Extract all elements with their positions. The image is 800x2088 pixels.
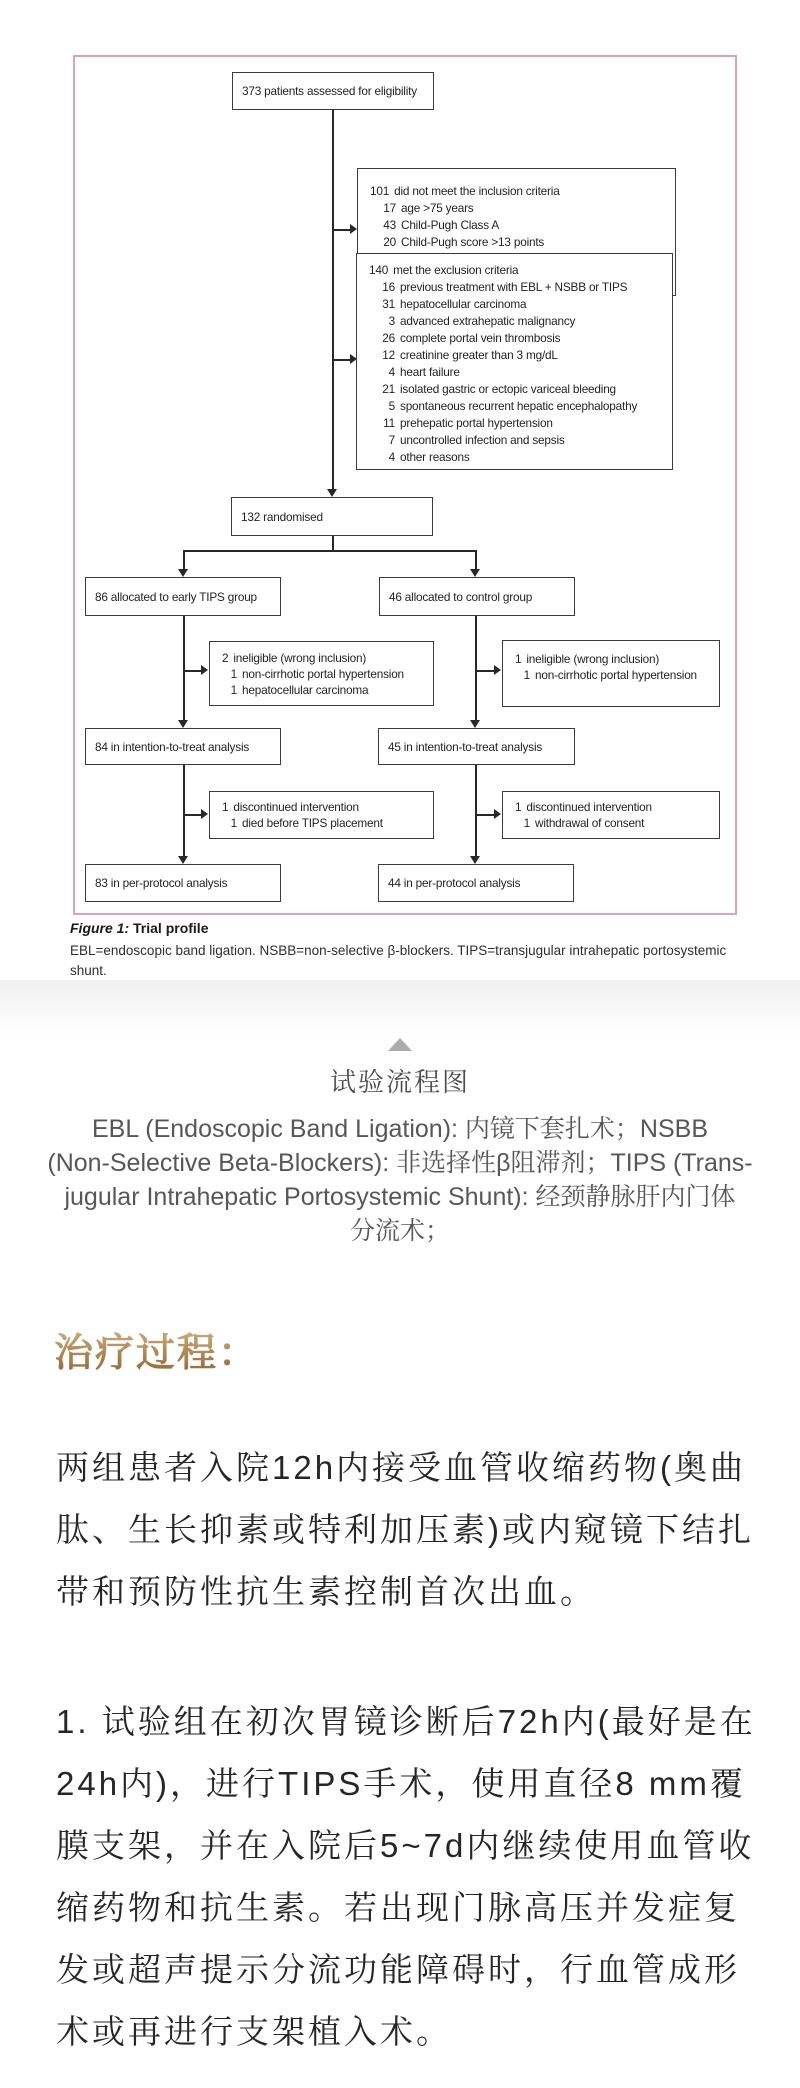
figure-caption-body [70, 941, 738, 980]
connector-to-not-inclusion [333, 229, 350, 231]
box-itt-control: 45 in intention-to-treat analysis [378, 728, 575, 765]
section-heading: 治疗过程： [54, 1322, 259, 1378]
box-line: 4 heart failure [388, 365, 460, 379]
paragraph-line: 膜支架，并在入院后5~7d内继续使用血管收 [56, 1827, 755, 1864]
box-line: 3 advanced extrahepatic malignancy [388, 314, 576, 328]
box-line: 21 isolated gastric or ectopic variceal bleeding [382, 382, 616, 396]
arrowhead-to-itt-control [470, 720, 480, 728]
figure-caption-line: shunt. [70, 962, 107, 978]
box-exclusion [356, 253, 673, 470]
paragraph-line: 两组患者入院12h内接受血管收缩药物(奥曲 [56, 1449, 747, 1486]
box-inelig-tips [209, 641, 434, 706]
paragraph-treatment-intro [56, 1437, 766, 1623]
note-line: EBL (Endoscopic Band Ligation): 内镜下套扎术；NSBB [92, 1115, 708, 1143]
arrowhead-to-alloc-tips [178, 569, 188, 577]
box-line: 1 withdrawal of consent [523, 816, 645, 830]
arrowhead-to-randomised [327, 489, 337, 497]
box-assessed: 373 patients assessed for eligibility [232, 72, 434, 110]
arrowhead-to-not-inclusion [350, 224, 357, 234]
box-alloc-tips: 86 allocated to early TIPS group [85, 577, 281, 616]
figure-note-title: 试验流程图 [329, 1067, 470, 1097]
box-line: 1 discontinued intervention [515, 800, 652, 814]
connector-to-exclusion [333, 359, 350, 361]
note-line: (Non-Selective Beta-Blockers): 非选择性β阻滞剂；TIPS (Trans- [47, 1149, 753, 1177]
box-line: 7 uncontrolled infection and sepsis [388, 433, 565, 447]
note-line: jugular Intrahepatic Portosystemic Shunt): 经颈静脉肝内门体 [64, 1183, 736, 1211]
arrowhead-to-disc-tips [201, 809, 208, 819]
connector-to-disc-tips [184, 814, 201, 816]
box-line: 12 creatinine greater than 3 mg/dL [382, 348, 558, 362]
box-line: 17 age >75 years [383, 201, 474, 215]
box-randomised: 132 randomised [231, 497, 433, 536]
box-line: 1 non-cirrhotic portal hypertension [523, 668, 697, 682]
connector-right-drop [475, 550, 477, 570]
box-line: 101 did not meet the inclusion criteria [370, 184, 560, 198]
box-line: 1 non-cirrhotic portal hypertension [230, 667, 404, 681]
box-line: 2 ineligible (wrong inclusion) [222, 651, 367, 665]
connector-left-alloc-itt [183, 616, 185, 721]
box-alloc-control: 46 allocated to control group [379, 577, 575, 616]
box-line: 16 previous treatment with EBL + NSBB or TIPS [382, 280, 628, 294]
figure-caption-title [70, 920, 208, 936]
box-pp-control: 44 in per-protocol analysis [378, 864, 574, 902]
box-line: 20 Child-Pugh score >13 points [383, 235, 545, 249]
box-line: 1 died before TIPS placement [230, 816, 383, 830]
box-inelig-control [502, 640, 720, 707]
arrowhead-to-disc-control [494, 809, 501, 819]
connector-right-itt-pp [475, 765, 477, 857]
box-line: 1 hepatocellular carcinoma [230, 683, 369, 697]
box-disc-control [502, 791, 720, 839]
paragraph-line: 缩药物和抗生素。若出现门脉高压并发症复 [56, 1889, 740, 1926]
section-divider-band [0, 980, 800, 1036]
box-line: 43 Child-Pugh Class A [383, 218, 500, 232]
paragraph-tips-group [56, 1691, 766, 2063]
paragraph-line: 术或再进行支架植入术。 [56, 2013, 452, 2050]
paragraph-line: 肽、生长抑素或特利加压素)或内窥镜下结扎 [56, 1511, 754, 1548]
connector-left-drop [183, 550, 185, 570]
figure-caption-line: EBL=endoscopic band ligation. NSBB=non-selective β-blockers. TIPS=transjugular intrahepatic portosystemic [70, 943, 727, 958]
box-line: 11 prehepatic portal hypertension [383, 416, 553, 430]
connector-randomised-split [332, 536, 334, 551]
arrowhead-to-itt-tips [178, 720, 188, 728]
connector-main-vertical [332, 110, 334, 489]
paragraph-line: 发或超声提示分流功能障碍时，行血管成形 [56, 1951, 740, 1988]
arrowhead-to-alloc-control [470, 569, 480, 577]
collapse-triangle-icon[interactable] [388, 1038, 412, 1051]
box-itt-tips: 84 in intention-to-treat analysis [85, 728, 281, 765]
box-disc-tips [209, 791, 434, 839]
connector-to-disc-control [476, 814, 494, 816]
box-line: 140 met the exclusion criteria [369, 263, 519, 277]
paragraph-line: 24h内)，进行TIPS手术，使用直径8 mm覆 [56, 1765, 746, 1802]
box-line: 1 discontinued intervention [222, 800, 359, 814]
arrowhead-to-pp-control [470, 856, 480, 864]
box-pp-tips: 83 in per-protocol analysis [85, 864, 281, 902]
connector-to-inelig-tips [184, 670, 201, 672]
connector-left-itt-pp [183, 765, 185, 857]
box-line: 1 ineligible (wrong inclusion) [515, 652, 660, 666]
box-line: 31 hepatocellular carcinoma [382, 297, 527, 311]
box-line: 4 other reasons [388, 450, 470, 464]
paragraph-line: 1. 试验组在初次胃镜诊断后72h内(最好是在 [56, 1703, 756, 1740]
connector-right-alloc-itt [475, 616, 477, 721]
connector-to-inelig-control [476, 670, 494, 672]
connector-split-horizontal [183, 550, 477, 552]
box-line: 5 spontaneous recurrent hepatic encephalopathy [388, 399, 638, 413]
note-line: 分流术； [349, 1217, 450, 1245]
arrowhead-to-pp-tips [178, 856, 188, 864]
box-line: 26 complete portal vein thrombosis [382, 331, 561, 345]
figure-note-text [0, 1112, 800, 1248]
paragraph-line: 带和预防性抗生素控制首次出血。 [56, 1573, 596, 1610]
arrowhead-to-inelig-control [494, 665, 501, 675]
figure-caption-label: Figure 1: [70, 920, 130, 936]
figure-caption-name: Trial profile [129, 920, 209, 936]
arrowhead-to-inelig-tips [201, 665, 208, 675]
